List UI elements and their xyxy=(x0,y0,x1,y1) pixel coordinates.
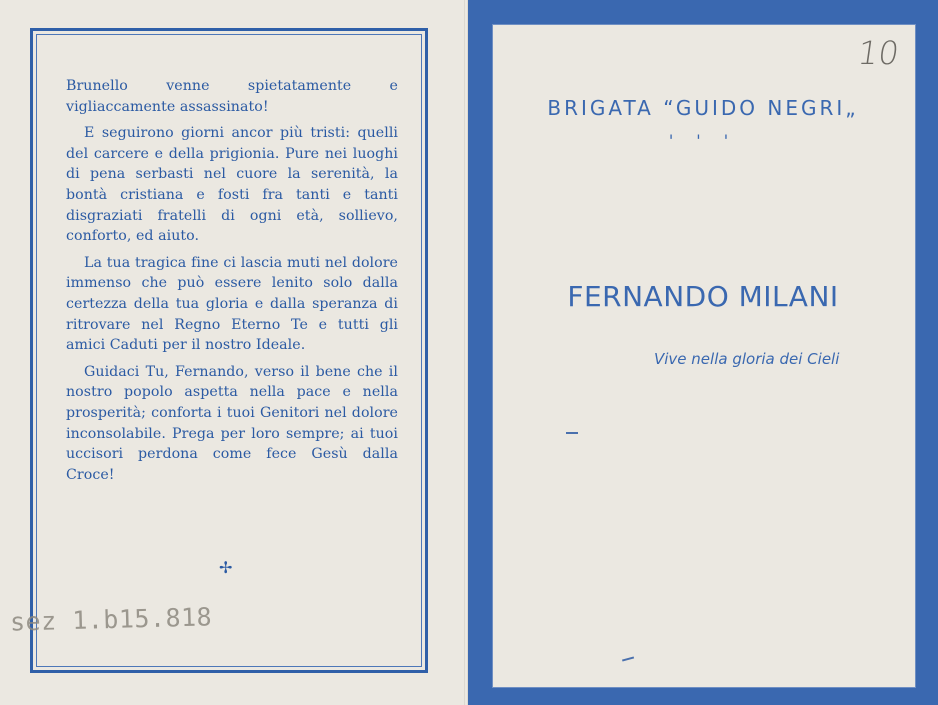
memorial-text xyxy=(66,76,398,491)
person-name: FERNANDO MILANI xyxy=(567,280,839,313)
memorial-subtitle: Vive nella gloria dei Cieli xyxy=(654,350,840,368)
paragraph-1: Brunello venne spietatamente e vigliaccamente assassinato! xyxy=(66,78,398,115)
left-page-frame xyxy=(30,28,428,673)
ditto-marks: ' ' ' xyxy=(668,131,738,150)
ornament-icon: ✢ xyxy=(219,558,233,577)
left-page xyxy=(0,0,466,705)
paragraph-3: La tua tragica fine ci lascia muti nel dolore immenso che può essere lenito solo dalla certezza della tua gloria e dalla speranza di ritrovare nel Regno Eterno Te e tutti gli amici Caduti per il nostro Ideale. xyxy=(66,254,398,354)
right-page xyxy=(468,0,938,705)
paragraph-4: Guidaci Tu, Fernando, verso il bene che il nostro popolo aspetta nella pace e nella prosperità; conforta i tuoi Genitori nel dolore inconsolabile. Prega per loro sempre; ai tuoi uccisori perdona come fece Gesù dalla Croce! xyxy=(66,363,398,483)
page-number: 10 xyxy=(855,34,902,72)
brigade-title: BRIGATA “GUIDO NEGRI„ xyxy=(547,96,859,120)
print-tick-mark xyxy=(566,432,578,434)
border-top xyxy=(468,0,938,24)
paragraph-2: E seguirono giorni ancor più tristi: quelli del carcere e della prigionia. Pure nei luoghi di pena serbasti nel cuore la serenità, la bontà cristiana e fosti fra tanti e tanti disgraziati fratelli di ogni età, sollievo, conforto, ed aiuto. xyxy=(66,125,398,245)
archive-pencil-note: sez 1.b15.818 xyxy=(9,602,213,637)
border-bottom xyxy=(468,688,938,705)
